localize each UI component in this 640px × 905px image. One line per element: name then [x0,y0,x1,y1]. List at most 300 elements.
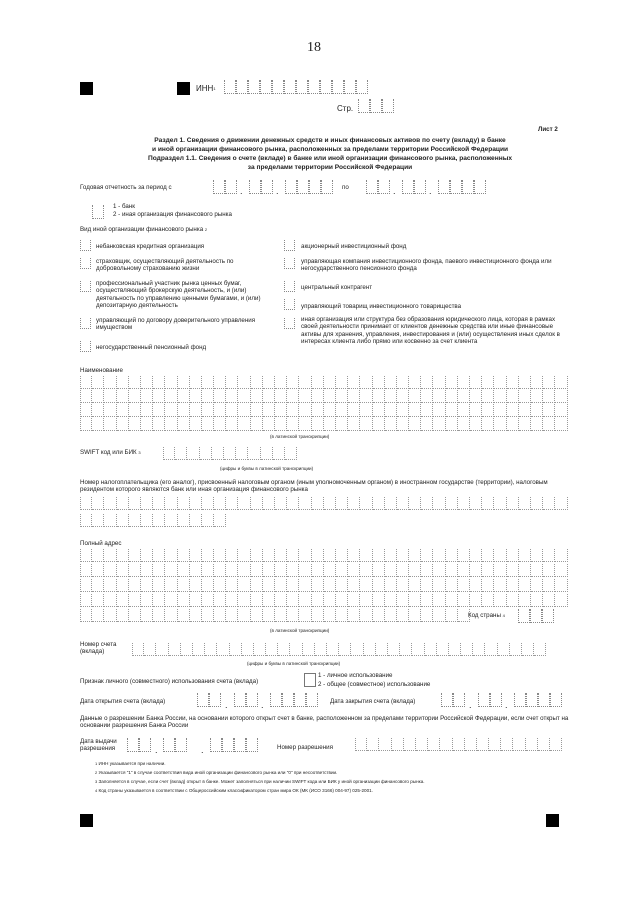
input-cell[interactable] [263,594,275,607]
input-cell[interactable] [397,579,409,592]
input-cell[interactable] [141,579,153,592]
period-to-month[interactable] [402,180,426,194]
input-cell[interactable] [312,418,324,431]
input-cell[interactable] [238,594,250,607]
input-cell[interactable] [379,738,391,751]
input-cell[interactable] [494,390,506,403]
input-cell[interactable] [165,418,177,431]
input-cell[interactable] [92,514,104,527]
input-cell[interactable] [348,594,360,607]
input-cell[interactable] [190,404,202,417]
input-cell[interactable] [202,390,214,403]
input-cell[interactable] [299,549,311,562]
input-cell[interactable] [385,376,397,389]
grid-row[interactable] [80,579,568,592]
input-cell[interactable] [482,549,494,562]
input-cell[interactable] [80,579,92,592]
input-cell[interactable] [409,564,421,577]
page-field[interactable] [358,99,394,113]
input-cell[interactable] [470,404,482,417]
input-cell[interactable] [458,390,470,403]
input-cell[interactable] [214,497,226,510]
input-cell[interactable] [214,594,226,607]
input-cell[interactable] [202,376,214,389]
input-cell[interactable] [360,579,372,592]
input-cell[interactable] [129,564,141,577]
input-cell[interactable] [92,418,104,431]
input-cell[interactable] [275,418,287,431]
input-cell[interactable] [163,738,175,752]
input-cell[interactable] [482,564,494,577]
input-cell[interactable] [336,497,348,510]
org-type-checkbox[interactable] [80,240,91,251]
input-cell[interactable] [482,376,494,389]
input-cell[interactable] [373,609,385,622]
input-cell[interactable] [153,579,165,592]
input-cell[interactable] [494,497,506,510]
input-cell[interactable] [348,390,360,403]
input-cell[interactable] [507,404,519,417]
input-cell[interactable] [388,643,400,656]
input-cell[interactable] [129,404,141,417]
input-cell[interactable] [141,390,153,403]
input-cell[interactable] [190,376,202,389]
input-cell[interactable] [263,549,275,562]
input-cell[interactable] [80,564,92,577]
input-cell[interactable] [104,514,116,527]
period-from-year[interactable] [285,180,333,194]
org-type-checkbox[interactable] [284,318,295,329]
input-cell[interactable] [117,564,129,577]
input-cell[interactable] [409,497,421,510]
input-cell[interactable] [238,564,250,577]
input-cell[interactable] [526,738,538,751]
input-cell[interactable] [104,497,116,510]
input-cell[interactable] [433,390,445,403]
input-cell[interactable] [543,594,555,607]
input-cell[interactable] [153,376,165,389]
input-cell[interactable] [226,594,238,607]
input-cell[interactable] [531,376,543,389]
input-cell[interactable] [132,643,144,656]
input-cell[interactable] [202,497,214,510]
input-cell[interactable] [92,497,104,510]
input-cell[interactable] [312,390,324,403]
input-cell[interactable] [433,497,445,510]
org-kind-checkbox[interactable] [92,205,104,219]
input-cell[interactable] [555,376,567,389]
input-cell[interactable] [129,497,141,510]
input-cell[interactable] [409,609,421,622]
input-cell[interactable] [507,564,519,577]
input-cell[interactable] [433,609,445,622]
input-cell[interactable] [402,180,414,194]
input-cell[interactable] [141,594,153,607]
input-cell[interactable] [92,404,104,417]
input-cell[interactable] [285,447,297,460]
input-cell[interactable] [117,549,129,562]
input-cell[interactable] [202,594,214,607]
input-cell[interactable] [275,594,287,607]
input-cell[interactable] [360,497,372,510]
input-cell[interactable] [153,497,165,510]
input-cell[interactable] [238,418,250,431]
input-cell[interactable] [214,404,226,417]
input-cell[interactable] [421,609,433,622]
input-cell[interactable] [92,376,104,389]
input-cell[interactable] [287,404,299,417]
input-cell[interactable] [373,497,385,510]
input-cell[interactable] [202,404,214,417]
input-cell[interactable] [153,418,165,431]
input-cell[interactable] [404,738,416,751]
input-cell[interactable] [190,497,202,510]
input-cell[interactable] [409,390,421,403]
input-cell[interactable] [324,564,336,577]
input-cell[interactable] [324,376,336,389]
input-cell[interactable] [178,594,190,607]
input-cell[interactable] [494,594,506,607]
input-cell[interactable] [409,418,421,431]
input-cell[interactable] [470,564,482,577]
input-cell[interactable] [273,447,285,460]
input-cell[interactable] [433,579,445,592]
input-cell[interactable] [144,643,156,656]
input-cell[interactable] [507,549,519,562]
input-cell[interactable] [332,80,344,94]
input-cell[interactable] [117,497,129,510]
input-cell[interactable] [287,418,299,431]
input-cell[interactable] [214,549,226,562]
input-cell[interactable] [446,497,458,510]
input-cell[interactable] [263,609,275,622]
input-cell[interactable] [531,579,543,592]
input-cell[interactable] [534,643,546,656]
input-cell[interactable] [287,594,299,607]
input-cell[interactable] [263,404,275,417]
input-cell[interactable] [224,80,236,94]
input-cell[interactable] [80,404,92,417]
input-cell[interactable] [501,738,513,751]
input-cell[interactable] [446,404,458,417]
input-cell[interactable] [542,609,554,623]
input-cell[interactable] [260,80,272,94]
input-cell[interactable] [278,643,290,656]
input-cell[interactable] [234,738,246,752]
input-cell[interactable] [117,579,129,592]
input-cell[interactable] [104,594,116,607]
input-cell[interactable] [190,549,202,562]
input-cell[interactable] [470,497,482,510]
input-cell[interactable] [153,514,165,527]
input-cell[interactable] [141,609,153,622]
input-cell[interactable] [336,376,348,389]
input-cell[interactable] [210,738,222,752]
input-cell[interactable] [242,643,254,656]
input-cell[interactable] [299,609,311,622]
input-cell[interactable] [348,549,360,562]
input-cell[interactable] [312,594,324,607]
input-cell[interactable] [165,390,177,403]
input-cell[interactable] [555,549,567,562]
input-cell[interactable] [446,594,458,607]
input-cell[interactable] [175,738,187,752]
input-cell[interactable] [284,80,296,94]
input-cell[interactable] [348,564,360,577]
input-cell[interactable] [104,418,116,431]
input-cell[interactable] [202,609,214,622]
permission-date-day[interactable] [127,738,151,752]
input-cell[interactable] [92,594,104,607]
input-cell[interactable] [367,738,379,751]
input-cell[interactable] [519,497,531,510]
input-cell[interactable] [92,549,104,562]
input-cell[interactable] [555,404,567,417]
org-type-checkbox[interactable] [80,318,91,329]
input-cell[interactable] [324,549,336,562]
org-type-checkbox[interactable] [80,341,91,352]
close-date-month[interactable] [478,693,502,707]
input-cell[interactable] [324,609,336,622]
grid-row[interactable] [80,564,568,577]
input-cell[interactable] [209,693,221,707]
input-cell[interactable] [165,497,177,510]
input-cell[interactable] [324,594,336,607]
input-cell[interactable] [507,497,519,510]
input-cell[interactable] [344,80,356,94]
input-cell[interactable] [80,514,92,527]
input-cell[interactable] [141,497,153,510]
input-cell[interactable] [299,404,311,417]
input-cell[interactable] [214,609,226,622]
input-cell[interactable] [470,594,482,607]
input-cell[interactable] [285,180,297,194]
input-cell[interactable] [117,404,129,417]
input-cell[interactable] [309,180,321,194]
input-cell[interactable] [473,643,485,656]
input-cell[interactable] [275,404,287,417]
input-cell[interactable] [397,594,409,607]
input-cell[interactable] [190,418,202,431]
input-cell[interactable] [446,549,458,562]
input-cell[interactable] [261,180,273,194]
input-cell[interactable] [421,404,433,417]
input-cell[interactable] [348,609,360,622]
input-cell[interactable] [296,80,308,94]
input-cell[interactable] [238,549,250,562]
input-cell[interactable] [287,609,299,622]
input-cell[interactable] [519,579,531,592]
input-cell[interactable] [400,643,412,656]
input-cell[interactable] [348,418,360,431]
input-cell[interactable] [324,418,336,431]
input-cell[interactable] [165,376,177,389]
input-cell[interactable] [163,447,175,460]
input-cell[interactable] [238,404,250,417]
input-cell[interactable] [238,497,250,510]
input-cell[interactable] [312,497,324,510]
input-cell[interactable] [409,549,421,562]
input-cell[interactable] [470,549,482,562]
input-cell[interactable] [129,549,141,562]
input-cell[interactable] [190,390,202,403]
input-cell[interactable] [92,390,104,403]
input-cell[interactable] [373,418,385,431]
input-cell[interactable] [470,376,482,389]
input-cell[interactable] [213,180,225,194]
input-cell[interactable] [200,447,212,460]
input-cell[interactable] [538,693,550,707]
input-cell[interactable] [494,579,506,592]
input-cell[interactable] [358,99,370,113]
input-cell[interactable] [282,693,294,707]
input-cell[interactable] [433,376,445,389]
input-cell[interactable] [80,497,92,510]
input-cell[interactable] [450,180,462,194]
input-cell[interactable] [129,579,141,592]
input-cell[interactable] [238,609,250,622]
input-cell[interactable] [254,643,266,656]
input-cell[interactable] [104,579,116,592]
input-cell[interactable] [214,376,226,389]
input-cell[interactable] [324,404,336,417]
input-cell[interactable] [226,390,238,403]
input-cell[interactable] [336,564,348,577]
input-cell[interactable] [555,594,567,607]
input-cell[interactable] [348,497,360,510]
input-cell[interactable] [129,390,141,403]
input-cell[interactable] [385,594,397,607]
input-cell[interactable] [226,564,238,577]
input-cell[interactable] [474,180,486,194]
input-cell[interactable] [373,404,385,417]
input-cell[interactable] [312,609,324,622]
input-cell[interactable] [225,180,237,194]
input-cell[interactable] [165,404,177,417]
org-type-checkbox[interactable] [284,299,295,310]
input-cell[interactable] [117,418,129,431]
input-cell[interactable] [336,549,348,562]
input-cell[interactable] [519,404,531,417]
input-cell[interactable] [470,390,482,403]
open-date-year[interactable] [270,693,318,707]
input-cell[interactable] [458,376,470,389]
input-cell[interactable] [153,404,165,417]
input-cell[interactable] [202,579,214,592]
input-cell[interactable] [543,418,555,431]
input-cell[interactable] [190,609,202,622]
input-cell[interactable] [458,579,470,592]
input-cell[interactable] [385,579,397,592]
input-cell[interactable] [438,180,450,194]
input-cell[interactable] [392,738,404,751]
open-date-month[interactable] [234,693,258,707]
input-cell[interactable] [178,514,190,527]
input-cell[interactable] [360,594,372,607]
input-cell[interactable] [306,693,318,707]
input-cell[interactable] [409,376,421,389]
input-cell[interactable] [153,390,165,403]
input-cell[interactable] [263,564,275,577]
permission-date-year[interactable] [210,738,258,752]
input-cell[interactable] [299,564,311,577]
input-cell[interactable] [458,549,470,562]
input-cell[interactable] [373,390,385,403]
input-cell[interactable] [139,738,151,752]
input-cell[interactable] [226,418,238,431]
input-cell[interactable] [129,376,141,389]
input-cell[interactable] [360,376,372,389]
input-cell[interactable] [494,564,506,577]
input-cell[interactable] [226,549,238,562]
input-cell[interactable] [412,643,424,656]
input-cell[interactable] [299,594,311,607]
input-cell[interactable] [299,418,311,431]
input-cell[interactable] [287,564,299,577]
input-cell[interactable] [366,180,378,194]
input-cell[interactable] [373,594,385,607]
input-cell[interactable] [507,418,519,431]
input-cell[interactable] [251,564,263,577]
input-cell[interactable] [470,418,482,431]
input-cell[interactable] [129,609,141,622]
input-cell[interactable] [234,693,246,707]
input-cell[interactable] [238,579,250,592]
input-cell[interactable] [519,594,531,607]
input-cell[interactable] [385,418,397,431]
open-date-day[interactable] [197,693,221,707]
input-cell[interactable] [397,404,409,417]
input-cell[interactable] [169,643,181,656]
period-from-day[interactable] [213,180,237,194]
input-cell[interactable] [437,643,449,656]
input-cell[interactable] [348,579,360,592]
input-cell[interactable] [294,693,306,707]
input-cell[interactable] [214,564,226,577]
input-cell[interactable] [312,376,324,389]
input-cell[interactable] [312,549,324,562]
input-cell[interactable] [226,579,238,592]
input-cell[interactable] [248,447,260,460]
permission-number-field[interactable] [355,738,562,751]
input-cell[interactable] [197,693,209,707]
input-cell[interactable] [336,390,348,403]
input-cell[interactable] [482,594,494,607]
input-cell[interactable] [104,404,116,417]
input-cell[interactable] [519,390,531,403]
input-cell[interactable] [226,376,238,389]
input-cell[interactable] [127,738,139,752]
input-cell[interactable] [92,564,104,577]
input-cell[interactable] [202,549,214,562]
input-cell[interactable] [373,549,385,562]
input-cell[interactable] [482,497,494,510]
input-cell[interactable] [385,549,397,562]
permission-date-month[interactable] [163,738,187,752]
input-cell[interactable] [397,390,409,403]
inn-field[interactable] [224,80,368,94]
input-cell[interactable] [482,418,494,431]
input-cell[interactable] [117,594,129,607]
input-cell[interactable] [226,497,238,510]
input-cell[interactable] [312,404,324,417]
input-cell[interactable] [376,643,388,656]
input-cell[interactable] [251,376,263,389]
grid-row[interactable] [80,404,568,417]
input-cell[interactable] [336,579,348,592]
input-cell[interactable] [428,738,440,751]
input-cell[interactable] [421,376,433,389]
